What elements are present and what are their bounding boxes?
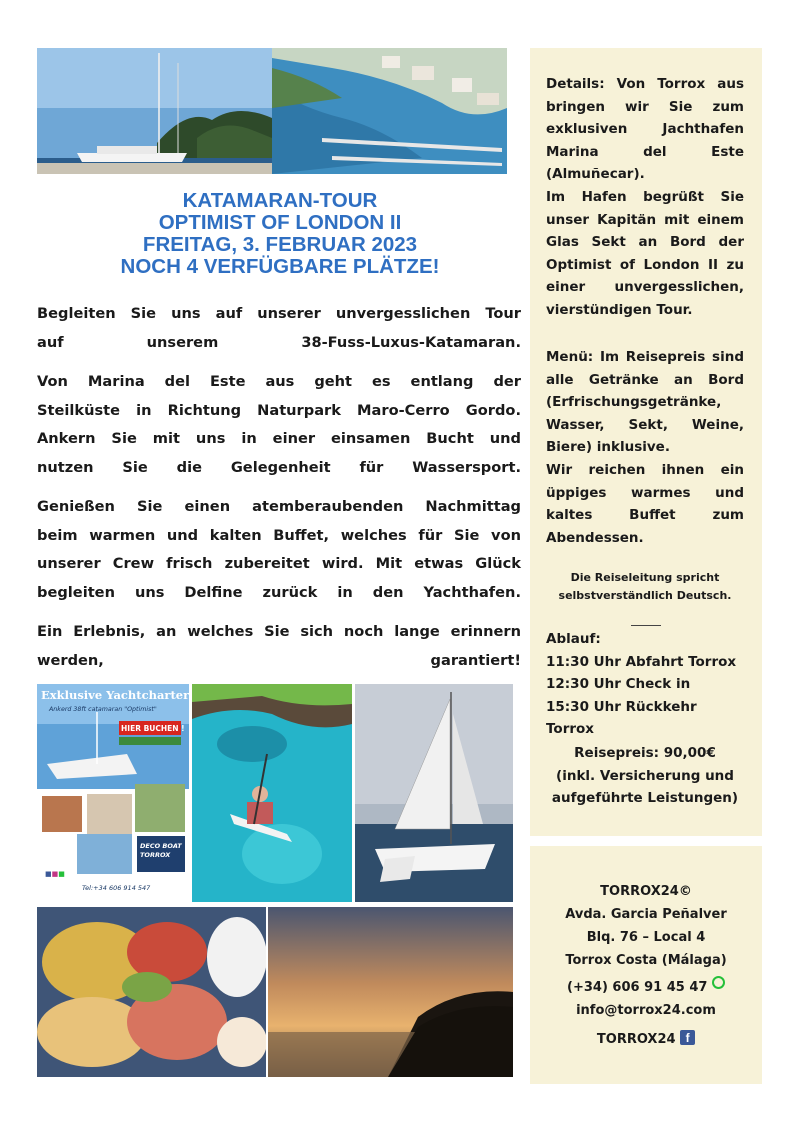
email[interactable]: info@torrox24.com (576, 1003, 716, 1018)
facebook-icon[interactable]: f (680, 1030, 695, 1045)
catamaran-photo (37, 48, 272, 174)
facebook-icon: ■ (45, 870, 52, 878)
details-line: unser Kapitän mit einem (546, 211, 744, 228)
paddleboard-photo (192, 684, 352, 902)
menu-line: üppiges warmes und (546, 484, 744, 501)
whatsapp-icon: ■ (58, 870, 65, 878)
flyer-subline: Ankerd 38ft catamaran "Optimist" (49, 706, 157, 713)
flyer-logo: DECO BOAT TORROX (140, 842, 182, 859)
schedule-label: Ablauf: (546, 631, 601, 647)
menu-block (546, 346, 744, 549)
brand-row (530, 1028, 762, 1051)
schedule-line: 11:30 Uhr Abfahrt Torrox (546, 653, 737, 670)
address-street: Avda. Garcia Peñalver (565, 907, 727, 922)
details-line: Optimist of London II zu (546, 256, 744, 273)
menu-line: Biere) inklusive. (546, 439, 670, 456)
paragraph-intro: Begleiten Sie uns auf unserer unvergesslichen Tour auf unserem 38-Fuss-Luxus-Katamaran. (37, 305, 521, 351)
whatsapp-icon[interactable] (712, 976, 725, 989)
contact-box (530, 846, 762, 1084)
flyer-book-button[interactable]: HIER BUCHEN ! (121, 724, 185, 733)
price: Reisepreis: 90,00€ (574, 745, 716, 761)
brand-name: TORROX24 (596, 1032, 676, 1047)
menu-line: kaltes Buffet zum (546, 507, 744, 524)
phone-number[interactable]: (+34) 606 91 45 47 (567, 980, 708, 995)
schedule-line: Torrox (546, 721, 594, 738)
flyer-headline: Exklusive Yachtcharter (41, 688, 189, 702)
paragraph-closing: Ein Erlebnis, an welches Sie sich noch lange erinnern werden, garantiert! (37, 623, 521, 669)
details-line: Marina del Este (546, 143, 744, 160)
menu-line: (Erfrischungsgetränke, (546, 394, 722, 411)
buffet-photo (37, 907, 266, 1077)
contact-block (530, 880, 762, 1051)
details-line: einer unvergesslichen, (546, 279, 744, 296)
flyer-social-icons (45, 870, 65, 878)
menu-line: alle Getränke an Bord (546, 371, 744, 388)
company-name: TORROX24© (600, 884, 692, 899)
yachtcharter-flyer (37, 684, 189, 902)
details-line: Details: Von Torrox aus (546, 76, 744, 92)
paragraph-route: Von Marina del Este aus geht es entlang der Steilküste in Richtung Naturpark Maro-Cerro Gordo. Ankern Sie mit uns in einer einsamen Bucht und nutzen Sie die Gelegenheit für Wassersport. (37, 373, 521, 476)
details-line: vierstündigen Tour. (546, 301, 693, 318)
price-note: aufgeführte Leistungen) (551, 790, 739, 807)
title-line-3: FREITAG, 3. FEBRUAR 2023 (142, 233, 418, 256)
marina-photo (272, 48, 507, 174)
schedule-line: 15:30 Uhr Rückkehr (546, 698, 697, 715)
price-note: (inkl. Versicherung und (556, 767, 734, 784)
menu-line: Wasser, Sekt, Weine, (546, 416, 744, 433)
phone-row (530, 976, 762, 999)
address-block: Blq. 76 – Local 4 (586, 930, 706, 945)
main-description (37, 300, 521, 686)
flyer-phone: Tel:+34 606 914 547 (82, 884, 151, 892)
menu-line: Wir reichen ihnen ein (546, 461, 744, 478)
details-line: (Almuñecar). (546, 166, 645, 183)
details-sidebar (530, 48, 762, 836)
schedule-block (546, 628, 744, 741)
details-line: exklusiven Jachthafen (546, 121, 744, 138)
title-line-2: OPTIMIST OF LONDON II (158, 211, 402, 234)
menu-line: Abendessen. (546, 529, 644, 546)
language-note: Die Reiseleitung spricht selbstverständlich Deutsch. (558, 571, 732, 602)
sunset-photo (268, 907, 513, 1077)
details-block (546, 73, 744, 322)
paragraph-buffet: Genießen Sie einen atemberaubenden Nachmittag beim warmen und kalten Buffet, welches für Sie von unserer Crew frisch zubereitet wird. Mit etwas Glück begleiten uns Delfine zurück in den Yachthafen. (37, 498, 521, 601)
price-block (546, 742, 744, 810)
address-city: Torrox Costa (Málaga) (565, 953, 727, 968)
details-line: bringen wir Sie zum (546, 98, 744, 115)
title-line-4: NOCH 4 VERFÜGBARE PLÄTZE! (120, 255, 440, 278)
instagram-icon: ■ (51, 870, 59, 878)
title-line-1: KATAMARAN-TOUR (182, 189, 378, 212)
details-line: Glas Sekt an Bord der (546, 234, 744, 251)
menu-line: Menü: Im Reisepreis sind (546, 349, 744, 365)
divider (631, 625, 661, 626)
schedule-line: 12:30 Uhr Check in (546, 676, 691, 693)
tour-title (37, 190, 523, 278)
details-line: Im Hafen begrüßt Sie (546, 188, 744, 205)
sailing-catamaran-photo (355, 684, 513, 902)
